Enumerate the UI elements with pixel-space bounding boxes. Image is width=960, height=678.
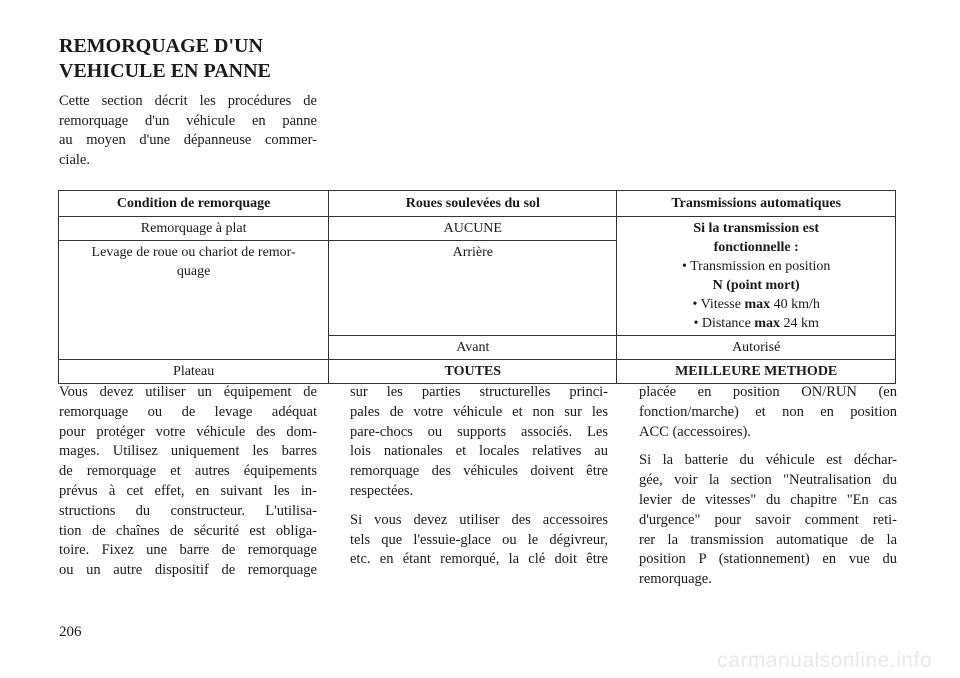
- text-line: structions du constructeur. L'utilisa-: [59, 502, 317, 519]
- cell-condition: Remorquage à plat: [59, 217, 329, 241]
- note-text: • Distance: [693, 316, 755, 331]
- text-line: etc. en étant remorqué, la clé doit être: [350, 551, 608, 568]
- header-transmission: Transmissions automatiques: [617, 191, 896, 217]
- table-row: [59, 217, 896, 241]
- cell-wheels: Arrière: [329, 241, 617, 336]
- cell-transmission: MEILLEURE METHODE: [617, 360, 896, 384]
- text-line: placée en position ON/RUN (en: [639, 384, 897, 400]
- towing-table: [58, 190, 896, 384]
- text-line: respectées.: [350, 482, 414, 499]
- cell-wheels: AUCUNE: [329, 217, 617, 241]
- cell-transmission: Autorisé: [617, 336, 896, 360]
- intro-paragraph: [59, 92, 317, 170]
- note-line: Si la transmission est: [693, 221, 819, 236]
- paragraph: [639, 451, 897, 590]
- paragraph: [639, 383, 897, 442]
- paragraph: [59, 383, 317, 581]
- table-header-row: [59, 191, 896, 217]
- condition-line: quage: [176, 264, 211, 279]
- title-line-2: VEHICULE EN PANNE: [59, 60, 271, 82]
- cell-wheels: Avant: [329, 336, 617, 360]
- header-condition: Condition de remorquage: [59, 191, 329, 217]
- table-row: [59, 360, 896, 384]
- intro-line: ciale.: [59, 151, 90, 168]
- text-line: ACC (accessoires).: [639, 423, 751, 440]
- note-line: [623, 314, 889, 333]
- title-line-1: REMORQUAGE D'UN: [59, 35, 263, 57]
- note-text: • Vitesse: [692, 297, 745, 312]
- text-line: pour protéger votre véhicule des dom-: [59, 423, 317, 440]
- intro-line: au moyen d'une dépanneuse commer-: [59, 132, 317, 148]
- note-line: fonctionnelle :: [713, 240, 799, 255]
- watermark: carmanualsonline.info: [717, 649, 932, 672]
- intro-line: remorquage d'un véhicule en panne: [59, 112, 317, 129]
- text-line: remorquage.: [639, 571, 712, 588]
- cell-condition: Plateau: [59, 360, 329, 384]
- text-line: lois nationales et locales relatives au: [350, 443, 608, 460]
- text-line: tion de chaînes de sécurité est obliga-: [59, 522, 317, 539]
- text-line: remorquage des véhicules doivent être: [350, 463, 608, 480]
- text-line: pare-chocs ou supports associés. Les: [350, 423, 608, 440]
- text-line: prévus à cet effet, en suivant les in-: [59, 482, 317, 499]
- cell-condition: [59, 241, 329, 360]
- text-line: toire. Fixez une barre de remorquage: [59, 542, 317, 559]
- note-line: N (point mort): [712, 278, 800, 293]
- text-line: ou un autre dispositif de remorquage: [59, 562, 317, 579]
- condition-line: Levage de roue ou chariot de remor-: [91, 245, 296, 260]
- note-line: • Transmission en position: [681, 259, 831, 274]
- text-line: tels que l'essuie-glace ou le dégivreur,: [350, 531, 608, 548]
- intro-line: Cette section décrit les procédures de: [59, 93, 317, 109]
- note-text: 24 km: [780, 316, 819, 331]
- paragraph: [350, 511, 608, 570]
- text-line: position P (stationnement) en vue du: [639, 551, 897, 568]
- body-column-1: [59, 383, 317, 590]
- paragraph: [350, 383, 608, 502]
- section-title: [59, 34, 319, 84]
- text-line: sur les parties structurelles princi-: [350, 384, 608, 400]
- text-line: Vous devez utiliser un équipement de: [59, 384, 317, 400]
- text-line: de remorquage et autres équipements: [59, 463, 317, 480]
- text-line: pales de votre véhicule et non sur les: [350, 403, 608, 420]
- text-line: Si vous devez utiliser des accessoires: [350, 511, 608, 528]
- cell-wheels: TOUTES: [329, 360, 617, 384]
- note-bold: max: [754, 316, 781, 331]
- body-column-3: [639, 383, 897, 599]
- text-line: mages. Utilisez uniquement les barres: [59, 443, 317, 460]
- text-line: d'urgence" pour savoir comment reti-: [639, 511, 897, 528]
- cell-transmission-note: [617, 217, 896, 336]
- text-line: Si la batterie du véhicule est déchar-: [639, 452, 897, 469]
- note-bold: max: [744, 297, 771, 312]
- text-line: rer la transmission automatique de la: [639, 531, 897, 548]
- text-line: gée, voir la section "Neutralisation du: [639, 472, 897, 489]
- text-line: levier de vitesses" du chapitre "En cas: [639, 491, 897, 508]
- note-line: [623, 295, 889, 314]
- page-number: 206: [59, 624, 82, 640]
- note-text: 40 km/h: [770, 297, 820, 312]
- header-wheels: Roues soulevées du sol: [329, 191, 617, 217]
- body-column-2: [350, 383, 608, 579]
- text-line: fonction/marche) et non en position: [639, 403, 897, 420]
- text-line: remorquage ou de levage adéquat: [59, 403, 317, 420]
